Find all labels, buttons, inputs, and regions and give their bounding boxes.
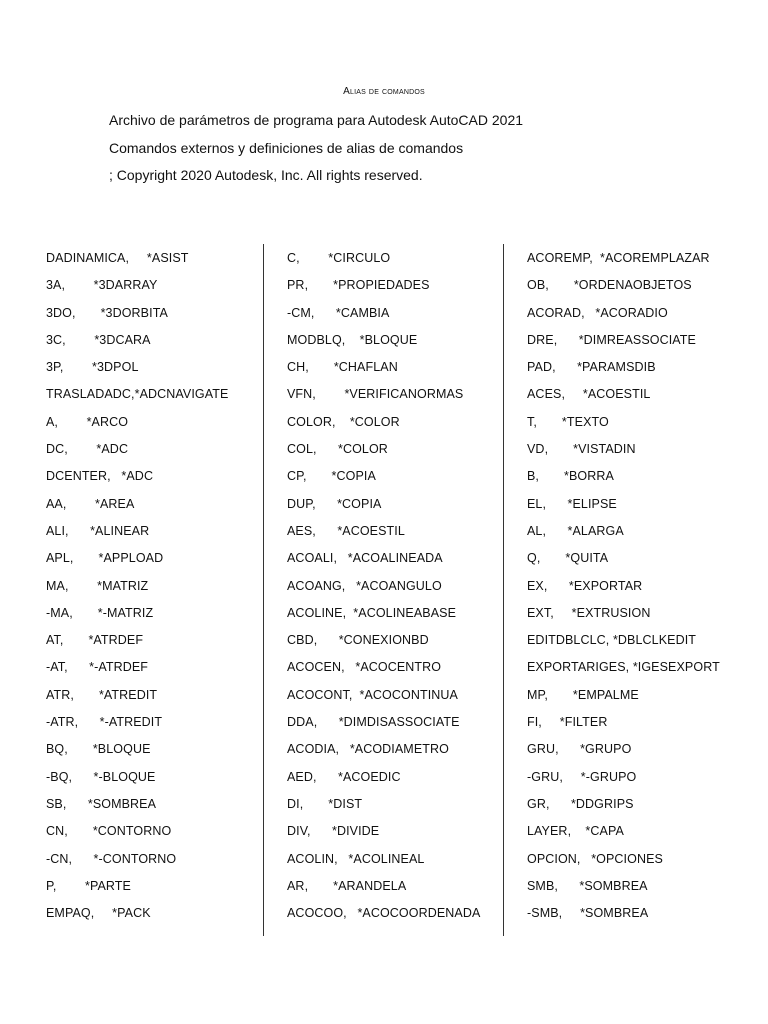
alias-entry: ACOCOO, *ACOCOORDENADA: [287, 906, 481, 921]
alias-entry: -ATR, *-ATREDIT: [46, 715, 163, 730]
alias-entry: ACOCONT, *ACOCONTINUA: [287, 687, 458, 702]
alias-entry: ACOREMP, *ACOREMPLAZAR: [527, 251, 710, 265]
document-title: Alias de comandos: [343, 86, 425, 97]
alias-entry: FI, *FILTER: [527, 715, 608, 730]
header-line-subtitle: Comandos externos y definiciones de alias de comandos: [109, 140, 464, 156]
alias-entry: AA, *AREA: [46, 496, 135, 511]
alias-entry: CH, *CHAFLAN: [287, 360, 398, 375]
alias-entry: -AT, *-ATRDEF: [46, 660, 149, 675]
alias-entry: OB, *ORDENAOBJETOS: [527, 278, 692, 293]
alias-entry: DUP, *COPIA: [287, 496, 382, 511]
alias-entry: T, *TEXTO: [527, 414, 609, 429]
alias-entry: -CN, *-CONTORNO: [46, 851, 177, 866]
alias-entry: ACOCEN, *ACOCENTRO: [287, 660, 442, 675]
alias-entry: 3A, *3DARRAY: [46, 278, 158, 293]
alias-entry: EDITDBLCLC, *DBLCLKEDIT: [527, 633, 697, 648]
alias-entry: EMPAQ, *PACK: [46, 906, 151, 921]
alias-entry: ALI, *ALINEAR: [46, 523, 150, 538]
alias-entry: DDA, *DIMDISASSOCIATE: [287, 715, 460, 730]
alias-entry: MODBLQ, *BLOQUE: [287, 332, 418, 347]
alias-entry: EL, *ELIPSE: [527, 496, 617, 511]
alias-entry: ACES, *ACOESTIL: [527, 387, 651, 402]
alias-entry: DI, *DIST: [287, 796, 363, 811]
alias-entry: ACODIA, *ACODIAMETRO: [287, 742, 449, 757]
alias-entry: AES, *ACOESTIL: [287, 523, 405, 538]
alias-entry: EXT, *EXTRUSION: [527, 605, 651, 620]
alias-entry: -CM, *CAMBIA: [287, 305, 390, 320]
alias-entry: DIV, *DIVIDE: [287, 824, 380, 839]
column-divider-2: [503, 244, 504, 936]
alias-entry: GR, *DDGRIPS: [527, 796, 634, 811]
alias-entry: CBD, *CONEXIONBD: [287, 633, 429, 648]
alias-entry: PAD, *PARAMSDIB: [527, 360, 656, 375]
alias-entry: EX, *EXPORTAR: [527, 578, 643, 593]
alias-entry: ACOLIN, *ACOLINEAL: [287, 851, 425, 866]
alias-column-2: [287, 250, 497, 932]
alias-entry: APL, *APPLOAD: [46, 551, 164, 566]
alias-entry: MA, *MATRIZ: [46, 578, 149, 593]
alias-entry: OPCION, *OPCIONES: [527, 851, 663, 866]
alias-entry: ACOALI, *ACOALINEADA: [287, 551, 443, 566]
alias-column-3: [527, 250, 757, 932]
alias-entry: TRASLADADC,*ADCNAVIGATE: [46, 387, 229, 402]
alias-column-1: [46, 250, 256, 932]
header-line-description: Archivo de parámetros de programa para Autodesk AutoCAD 2021: [109, 112, 524, 128]
alias-entry: COLOR, *COLOR: [287, 414, 400, 429]
alias-entry: LAYER, *CAPA: [527, 824, 624, 839]
alias-entry: ACOLINE, *ACOLINEABASE: [287, 605, 457, 620]
alias-entry: BQ, *BLOQUE: [46, 742, 151, 757]
alias-entry: A, *ARCO: [46, 414, 129, 429]
alias-entry: 3C, *3DCARA: [46, 332, 151, 347]
alias-entry: SMB, *SOMBREA: [527, 878, 648, 893]
alias-entry: VD, *VISTADIN: [527, 442, 636, 457]
alias-entry: -BQ, *-BLOQUE: [46, 769, 156, 784]
alias-entry: PR, *PROPIEDADES: [287, 278, 430, 293]
alias-entry: SB, *SOMBREA: [46, 796, 157, 811]
column-divider-1: [263, 244, 264, 936]
alias-entry: DADINAMICA, *ASIST: [46, 251, 189, 265]
alias-entry: ACORAD, *ACORADIO: [527, 305, 668, 320]
alias-entry: COL, *COLOR: [287, 442, 388, 457]
alias-entry: EXPORTARIGES, *IGESEXPORT: [527, 660, 720, 675]
alias-entry: ATR, *ATREDIT: [46, 687, 158, 702]
alias-entry: CP, *COPIA: [287, 469, 376, 484]
alias-entry: DRE, *DIMREASSOCIATE: [527, 332, 696, 347]
alias-entry: AL, *ALARGA: [527, 523, 624, 538]
alias-entry: B, *BORRA: [527, 469, 614, 484]
alias-entry: AR, *ARANDELA: [287, 878, 407, 893]
alias-entry: AT, *ATRDEF: [46, 633, 144, 648]
alias-entry: DC, *ADC: [46, 442, 129, 457]
header-line-copyright: ; Copyright 2020 Autodesk, Inc. All rights reserved.: [109, 167, 423, 183]
alias-entry: P, *PARTE: [46, 878, 131, 893]
alias-entry: 3DO, *3DORBITA: [46, 305, 168, 320]
alias-entry: CN, *CONTORNO: [46, 824, 172, 839]
alias-entry: MP, *EMPALME: [527, 687, 639, 702]
alias-entry: -SMB, *SOMBREA: [527, 906, 649, 921]
alias-entry: DCENTER, *ADC: [46, 469, 154, 484]
alias-entry: 3P, *3DPOL: [46, 360, 139, 375]
alias-entry: Q, *QUITA: [527, 551, 609, 566]
alias-entry: VFN, *VERIFICANORMAS: [287, 387, 464, 402]
alias-entry: -MA, *-MATRIZ: [46, 605, 154, 620]
alias-entry: AED, *ACOEDIC: [287, 769, 401, 784]
alias-entry: ACOANG, *ACOANGULO: [287, 578, 442, 593]
alias-entry: GRU, *GRUPO: [527, 742, 632, 757]
alias-entry: -GRU, *-GRUPO: [527, 769, 637, 784]
alias-entry: C, *CIRCULO: [287, 251, 391, 265]
